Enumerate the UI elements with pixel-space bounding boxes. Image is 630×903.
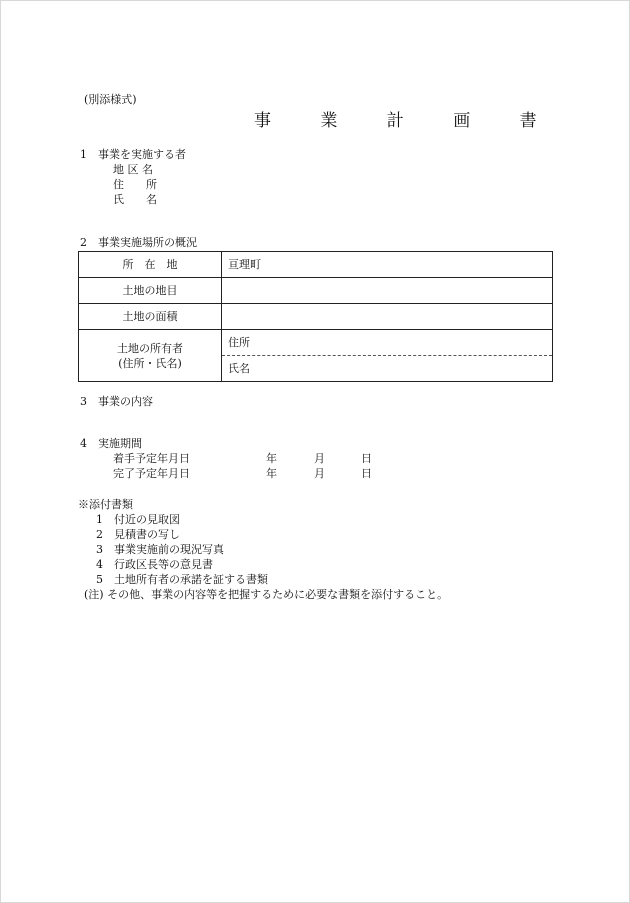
section1-row-district: 地 区 名	[113, 163, 153, 176]
start-date-day: 日	[361, 452, 372, 465]
start-date-month: 月	[314, 452, 325, 465]
land-category-value	[222, 278, 553, 304]
section4-heading: 4 実施期間	[80, 437, 142, 450]
owner-label	[79, 330, 222, 382]
start-date-label: 着手予定年月日	[113, 452, 190, 465]
section1-heading: 1 事業を実施する者	[80, 148, 186, 161]
attachment-item: 4 行政区長等の意見書	[96, 558, 213, 571]
land-area-value	[222, 304, 553, 330]
document-title: 事 業 計 画 書	[254, 111, 559, 131]
attachment-item: 2 見積書の写し	[96, 528, 180, 541]
attachments-note: (注) その他、事業の内容等を把握するために必要な書類を添付すること。	[84, 588, 449, 601]
attachment-item: 5 土地所有者の承諾を証する書類	[96, 573, 268, 586]
owner-name-label: 氏名	[228, 362, 250, 375]
end-date-year: 年	[266, 467, 277, 480]
section3-heading: 3 事業の内容	[80, 395, 153, 408]
table-row-location	[79, 252, 553, 278]
location-label: 所 在 地	[79, 252, 222, 278]
land-area-label: 土地の面積	[79, 304, 222, 330]
table-row-land-category	[79, 278, 553, 304]
owner-label-line2: (住所・氏名)	[118, 356, 182, 370]
section1-row-address: 住 所	[113, 178, 157, 191]
end-date-day: 日	[361, 467, 372, 480]
attachment-item: 3 事業実施前の現況写真	[96, 543, 224, 556]
owner-label-line1: 土地の所有者	[117, 341, 183, 355]
end-date-label: 完了予定年月日	[113, 467, 190, 480]
start-date-year: 年	[266, 452, 277, 465]
site-overview-table	[78, 251, 553, 382]
owner-address-label: 住所	[228, 336, 250, 349]
table-row-land-area	[79, 304, 553, 330]
attachments-heading: ※添付書類	[78, 498, 133, 511]
land-category-label: 土地の地目	[79, 278, 222, 304]
owner-value-cell	[222, 330, 553, 382]
section2-heading: 2 事業実施場所の概況	[80, 236, 197, 249]
end-date-month: 月	[314, 467, 325, 480]
attachment-item: 1 付近の見取図	[96, 513, 180, 526]
location-value: 亘理町	[222, 252, 553, 278]
form-label: (別添様式)	[84, 93, 137, 106]
section1-row-name: 氏 名	[113, 193, 157, 206]
table-row-owner	[79, 330, 553, 382]
